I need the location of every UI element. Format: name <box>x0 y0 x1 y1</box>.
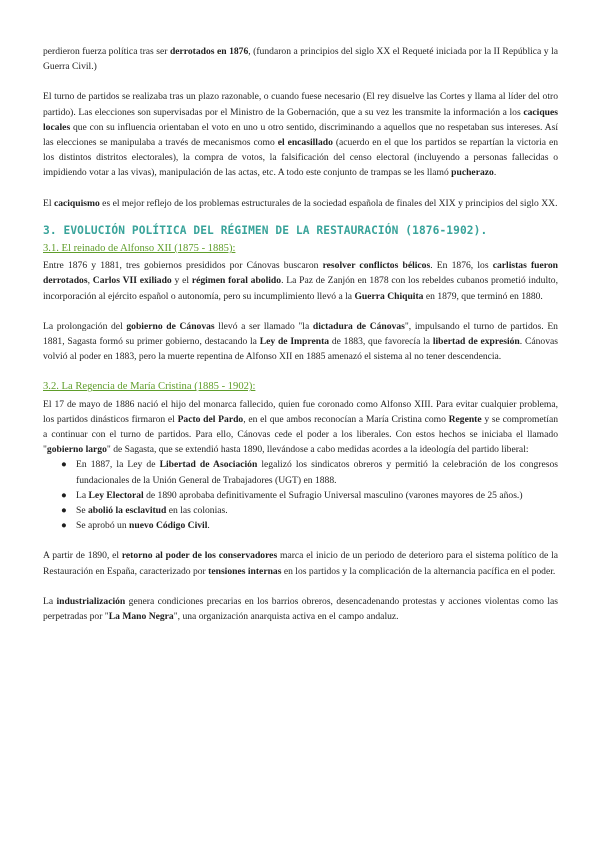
paragraph-carlistas <box>43 44 558 74</box>
list-item <box>43 503 558 518</box>
text-span: La prolongación del <box>43 320 127 332</box>
text-span: (acuerdo en el que los partidos se repartían la victoria en los distintos distritos electorales), la compra de votos, la falsificación del censo electoral (incluyendo a personas fallecidas o impidiendo votar a las vivas), manipulación de las actas, etc. A todo este conjunto de trampas se les llamó <box>43 137 558 179</box>
text-span: El 17 de mayo de 1886 nació el hijo del monarca fallecido, quien fue coronado como Alfonso XIII. Para evitar cualquier problema, los partidos dinásticos firmaron el <box>43 398 558 425</box>
bold-term: Libertad de Asociación <box>159 459 258 471</box>
text-span: Se <box>76 505 88 517</box>
text-span: . Cánovas volvió al poder en 1883, pero la muerte repentina de Alfonso XII en 1885 amenazó el sistema al no tener descendencia. <box>43 336 558 363</box>
document-page <box>43 44 558 624</box>
text-span: , (fundaron a principios del siglo XX el Requeté iniciada por la II República y la Guerra Civil.) <box>43 46 558 73</box>
bold-term: Regente <box>448 413 482 425</box>
text-span: que con su influencia orientaban el voto en uno u otro sentido, discriminando a aquellos que no respetaban sus intereses. Así las elecciones se manipulaba a través de mecanismos como <box>43 121 558 149</box>
text-span: . La Paz de Zanjón en 1878 con los rebeldes cubanos prometió indulto, incorporación al ejército español o autonomía, pero su incumplimiento llevó a la <box>43 275 558 302</box>
bold-term: derrotados en 1876 <box>169 46 249 57</box>
list-item <box>43 518 558 533</box>
text-span: . <box>207 520 210 532</box>
bold-term: caciquismo <box>53 197 100 209</box>
text-span: En 1887, la Ley de <box>76 459 160 471</box>
text-span: llevó a ser llamado "la <box>214 320 313 332</box>
bold-term: pucherazo <box>451 167 494 179</box>
text-span: El turno de partidos se realizaba tras un plazo razonable, o cuando fuese necesario (El rey disuelve las Cortes y llama al líder del otro partido). Las elecciones son supervisadas por el Ministro de la Gobernación, que a su vez les transmite la información a los <box>43 91 558 118</box>
text-span: A partir de 1890, el <box>43 550 122 562</box>
bold-term: el encasillado <box>277 137 333 149</box>
bold-term: carlistas fueron derrotados <box>43 260 558 287</box>
bold-term: libertad de expresión <box>432 336 520 348</box>
text-span: La <box>43 595 57 607</box>
text-span: Se aprobó un <box>76 520 130 532</box>
text-span: de 1890 aprobaba definitivamente el Sufragio Universal masculino (varones mayores de 25 años.) <box>143 489 523 501</box>
text-span: perdieron fuerza política tras ser <box>43 46 170 57</box>
text-span: " de Sagasta, que se extendió hasta 1890, llevándose a cabo medidas acordes a la ideología del partido liberal: <box>106 444 529 456</box>
bold-term: dictadura de Cánovas <box>312 320 405 332</box>
text-span: Entre 1876 y 1881, tres gobiernos presididos por Cánovas buscaron <box>43 260 323 272</box>
text-span: en los partidos y la complicación de la alternancia pacífica en el poder. <box>281 565 556 577</box>
bullet-icon: ● <box>61 459 67 471</box>
bold-term: retorno al poder de los conservadores <box>121 550 278 562</box>
text-span: es el mejor reflejo de los problemas estructurales de la sociedad española de finales del XIX y principios del siglo XX. <box>99 197 558 209</box>
bold-term: Pacto del Pardo <box>177 413 244 425</box>
text-span: La <box>76 489 89 501</box>
bold-term: Guerra Chiquita <box>354 290 424 302</box>
text-span: El <box>43 197 54 209</box>
bold-term: resolver conflictos bélicos <box>322 260 431 272</box>
bold-term: nuevo Código Civil <box>129 520 208 532</box>
paragraph-industrializacion <box>43 594 558 624</box>
list-item <box>43 488 558 503</box>
bold-term: industrialización <box>56 595 126 607</box>
text-span: genera condiciones precarias en los barrios obreros, desencadenando protestas y acciones violentas como las perpetradas por " <box>43 595 558 623</box>
bold-term: gobierno de Cánovas <box>126 320 215 332</box>
text-span: . <box>493 167 497 179</box>
bold-term: abolió la esclavitud <box>88 505 167 517</box>
text-span: , en el que ambos reconocían a María Cristina como <box>243 413 449 425</box>
paragraph-conservadores <box>43 548 558 578</box>
bullet-icon: ● <box>61 505 67 517</box>
paragraph-regencia <box>43 397 558 458</box>
section-heading-3: 3. EVOLUCIÓN POLÍTICA DEL RÉGIMEN DE LA RESTAURACIÓN (1876-1902). <box>43 223 488 237</box>
text-span: marca el inicio de un periodo de deterioro para el sistema político de la Restauración en España, caracterizado por <box>43 550 559 577</box>
bullet-icon: ● <box>61 520 67 532</box>
bold-term: tensiones internas <box>208 565 282 577</box>
paragraph-turno <box>43 89 558 180</box>
bold-term: Carlos VII exiliado <box>92 275 172 287</box>
text-span: ", una organización anarquista activa en el campo andaluz. <box>173 611 399 623</box>
text-span: , <box>87 275 93 287</box>
paragraph-alfonso-xii <box>43 258 558 304</box>
bold-term: gobierno largo <box>46 444 107 456</box>
text-span: legalizó los sindicatos obreros y permitió la celebración de los congresos fundacionales de la Unión General de Trabajadores (UGT) en 1888. <box>76 459 558 486</box>
paragraph-canovas <box>43 319 558 365</box>
text-span: en 1879, que terminó en 1880. <box>423 290 543 302</box>
paragraph-caciquismo <box>43 196 558 211</box>
subsection-heading-3-1: 3.1. El reinado de Alfonso XII (1875 - 1885): <box>43 243 236 255</box>
text-span: de 1883, que favorecía la <box>329 336 433 348</box>
bold-term: régimen foral abolido <box>191 275 282 287</box>
text-span: . En 1876, los <box>430 260 493 272</box>
text-span: y se comprometían a continuar con el turno de partidos. Para ello, Cánovas cede el poder a los liberales. Con estos hechos se iniciaba el llamado " <box>43 413 558 456</box>
bold-term: Ley de Imprenta <box>259 336 330 348</box>
text-span: en las colonias. <box>166 505 228 517</box>
bold-term: caciques locales <box>43 106 558 133</box>
text-span: ", impulsando el turno de partidos. En 1881, Sagasta formó su primer gobierno, destacando la <box>43 320 558 348</box>
bold-term: Ley Electoral <box>88 489 144 501</box>
subsection-heading-3-2: 3.2. La Regencia de María Cristina (1885 - 1902): <box>43 381 256 393</box>
bullet-list <box>43 457 558 533</box>
bullet-icon: ● <box>61 489 67 501</box>
list-item <box>43 457 558 487</box>
bold-term: La Mano Negra <box>108 611 174 623</box>
text-span: y el <box>171 275 192 287</box>
